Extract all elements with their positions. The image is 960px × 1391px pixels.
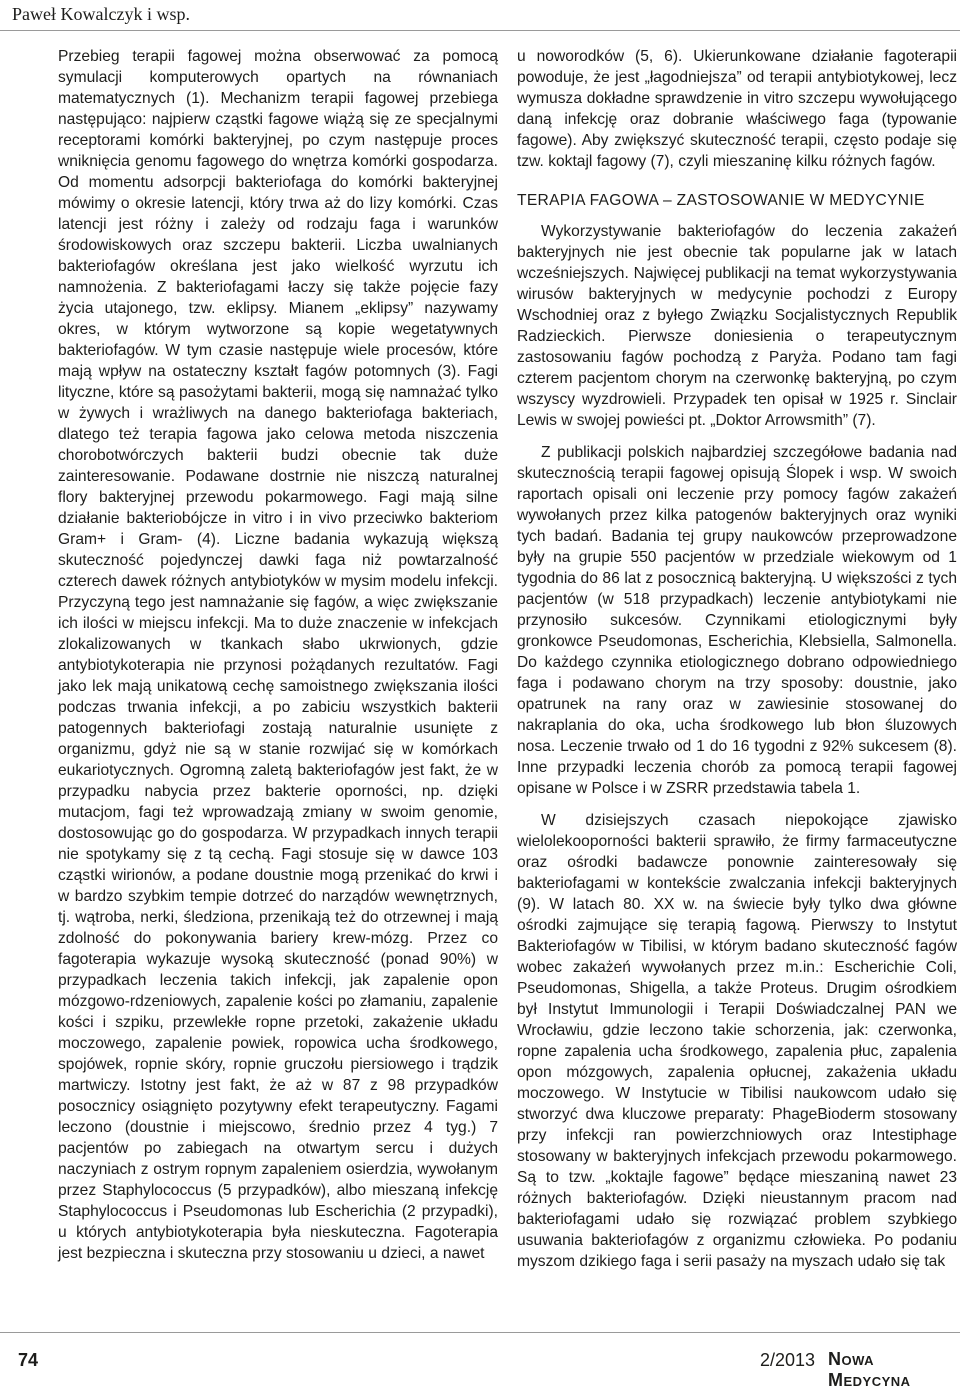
left-column <box>58 46 498 1264</box>
page-number: 74 <box>18 1350 39 1370</box>
journal-title: Nowa Medycyna <box>828 1349 911 1390</box>
header-rule <box>0 30 960 31</box>
right-column <box>517 46 957 1272</box>
section-heading: TERAPIA FAGOWA – ZASTOSOWANIE W MEDYCYNIE <box>517 192 925 209</box>
body-paragraph: u noworodków (5, 6). Ukierunkowane działanie fagoterapii powoduje, że jest „łagodniejsza” od terapii antybiotykowej, lecz wymusza dokładne sprawdzenie in vitro szczepu wywołującego daną infekcję oraz dobranie właściwego faga (typowanie fagowe). Aby zwiększyć skuteczność terapii, często podaje się tzw. koktajl fagowy (7), czyli mieszaninę kilku różnych fagów. <box>517 48 957 170</box>
running-head: Paweł Kowalczyk i wsp. <box>12 4 190 24</box>
footer-rule <box>0 1332 960 1333</box>
body-paragraph: Wykorzystywanie bakteriofagów do leczenia zakażeń bakteryjnych nie jest obecnie tak popularne jak w latach wcześniejszych. Najwięcej publikacji na temat wykorzystywania wirusów bakteryjnych w medycynie pochodzi z Europy Wschodniej oraz z byłego Związku Socjalistycznych Republik Radzieckich. Pierwsze doniesienia o terapeutycznym zastosowaniu fagów pochodzą z Paryża. Podano tam fagi czterem pacjentom chorym na czerwonkę bakteryjną, po czym wszyscy wyzdrowieli. Przypadek ten opisał w 1925 r. Sinclair Lewis w swojej powieści pt. „Doktor Arrowsmith” (7). <box>517 223 957 429</box>
body-paragraph: Przebieg terapii fagowej można obserwować za pomocą symulacji komputerowych opartych na równaniach matematycznych (1). Mechanizm terapii fagowej przebiega następująco: najpierw cząstki fagowe wiążą się ze specjalnymi receptorami komórki bakteryjnej, po czym następuje proces wniknięcia genomu fagowego do wnętrza komórki gospodarza. Od momentu adsorpcji bakteriofaga do komórki bakteryjnej mówimy o okresie latencji, który trwa aż do lizy komórki. Czas latencji jest różny i zależy od rodzaju faga i warunków środowiskowych oraz szczepu bakterii. Liczba uwalnianych bakteriofagów określana jest jako wielkość wyrzutu ich namnożenia. Z bakteriofagami łaczy się także pojęcie fazy życia utajonego, tzw. eklipsy. Mianem „eklipsy” nazywamy okres, w którym wytworzone są kopie wegetatywnych bakteriofagów. W tym czasie następuje wiele procesów, które mają wpływ na ostateczny kształt fagów potomnych (3). Fagi lityczne, które są pasożytami bakterii, mogą się namnażać tylko w żywych i wrażliwych na danego bakteriofaga bakteriach, dlatego też terapia fagowa jako celowa metoda niszczenia chorobotwórczych bakterii budzi obecnie tak duże zainteresowanie. Podawane dostrnie nie niszczą naturalnej flory bakteryjnej przewodu pokarmowego. Fagi mają silne działanie bakteriobójcze in vitro i in vivo przeciwko bakteriom Gram+ i Gram- (4). Liczne badania wykazują większą skuteczność pojedynczej dawki faga niż powtarzalność czterech dawek różnych antybiotyków w mysim modelu infekcji. Przyczyną tego jest namnażanie się fagów, a więc zwiększanie ich ilości w miejscu infekcji. Ma to duże znaczenie w infekcjach zlokalizowanych w tkankach słabo ukrwionych, gdzie antybiotykoterapia nie przynosi pożądanych rezultatów. Fagi jako lek mają unikatową cechę samoistnego zwiększania ilości podczas trwania infekcji, a po zabiciu wszystkich bakterii patogennych bakteriofagi zostają naturalnie usunięte z organizmu, gdyż nie są w stanie rozwijać się w komórkach eukariotycznych. Ogromną zaletą bakteriofagów jest fakt, że w przypadku nabycia przez bakterie oporności, np. dzięki mutacjom, fagi też wprowadzają zmiany w swoim genomie, dostosowując go do gospodarza. W przypadkach innych terapii nie spotykamy się z tą cechą. Fagi stosuje się w dawce 103 cząstki wirionów, a podane doustnie mogą przenikać do krwi i w bardzo szybkim tempie dotrzeć do narządów wewnętrznych, tj. wątroba, nerki, śledziona, przenikają też do otrzewnej i mają zdolność do pokonywania bariery krew-mózg. Przez co fagoterapia wykazuje wysoką skuteczność (ponad 90%) w przypadkach leczenia takich infekcji, jak zapalenie opon mózgowo-rdzeniowych, zapalenie kości po złamaniu, zapalenie kości i szpiku, przewlekłe ropne przetoki, zakażenie układu moczowego, zapalenie powiek, ropowica ucha środkowego, spojówek, ropnie skóry, ropnie gruczołu piersiowego i trądzik martwiczy. Istotny jest fakt, że aż w 87 z 98 przypadków posocznicy osiągnięto pozytywny efekt terapeutyczny. Fagami leczono (doustnie i miejscowo, średnio przez 4 tyg.) 7 pacjentów po zabiegach na otwartym sercu i dużych naczyniach z ostrym ropnym zapaleniem osierdzia, wywołanym przez Staphylococcus (5 przypadków), albo mieszaną infekcję Staphylococcus i Pseudomonas lub Escherichia (2 przypadki), u których antybiotykoterapia była nieskuteczna. Fagoterapia jest bezpieczna i skuteczna przy stosowaniu u dzieci, a nawet <box>58 48 498 1262</box>
body-paragraph: W dzisiejszych czasach niepokojące zjawisko wielolekooporności bakterii sprawiło, że firmy farmaceutyczne oraz ośrodki badawcze ponownie zainteresowały się bakteriofagami w kontekście zwalczania infekcji bakteryjnych (9). W latach 80. XX w. na świecie były tylko dwa główne ośrodki zajmujące się terapią fagową. Pierwszy to Instytut Bakteriofagów w Tibilisi, w którym badano skuteczność fagów wobec zakażeń wywołanych przez m.in.: Escherichie Coli, Pseudomonas, Shigella, a także Proteus. Drugim ośrodkiem był Instytut Immunologii i Terapii Doświadczalnej PAN we Wrocławiu, gdzie leczono takie schorzenia, jak: czerwonka, ropne zapalenia ucha środkowego, zapalenia płuc, zapalenia opon mózgowych, zapalenia opłucnej, zakażenia układu moczowego. W Instytucie w Tibilisi naukowcom udało się stworzyć dwa kluczowe preparaty: PhageBioderm stosowany przy infekcji ran powierzchniowych oraz Intestiphage stosowany w bakteryjnych infekcjach przewodu pokarmowego. Są to tzw. „koktajle fagowe” będące mieszaniną nawet 23 różnych bakteriofagów. Dzięki nieustannym pracom nad bakteriofagami udało się rozwiązać problem szybkiego usuwania bakteriofagów z organizmu człowieka. Po podaniu myszom dzikiego faga i serii pasaży na myszach udało się tak <box>517 812 957 1270</box>
issue-number: 2/2013 <box>760 1350 816 1370</box>
body-paragraph: Z publikacji polskich najbardziej szczegółowe badania nad skutecznością terapii fagowej opisują Ślopek i wsp. W swoich raportach opisali oni leczenie przy pomocy fagów zakażeń wywołanych przez kilka patogenów bakteryjnych oraz wyniki tych badań. Badania tej grupy naukowców przeprowadzone były na grupie 550 pacjentów w przedziale wiekowym od 1 tygodnia do 86 lat z posocznicą bakteryjną. U większości z tych pacjentów (w 518 przypadkach) leczenie antybiotykami nie przynosiło sukcesów. Czynnikami etiologicznymi były gronkowce Pseudomonas, Escherichia, Klebsiella, Salmonella. Do każdego czynnika etiologicznego dobrano odpowiedniego faga i podawano chorym na trzy sposoby: doustnie, jako opatrunek na rany oraz w zawiesinie stosowanej do nakraplania do oka, ucha środkowego lub błon śluzowych nosa. Leczenie trwało od 1 do 16 tygodni z 92% sukcesem (8). Inne przypadki leczenia chorób za pomocą terapii fagowej opisane w Polsce i w ZSRR przedstawia tabela 1. <box>517 444 957 797</box>
